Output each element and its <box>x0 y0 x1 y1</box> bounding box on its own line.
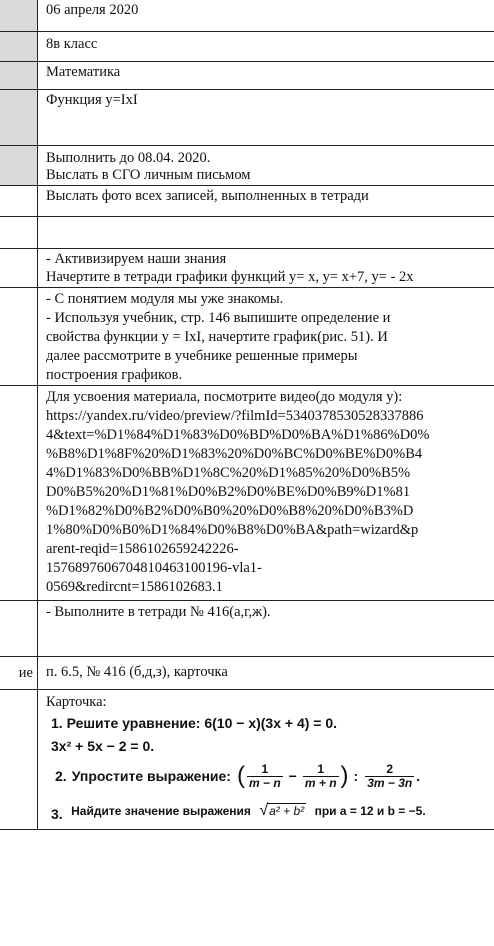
video-link[interactable]: 1%80%D0%B0%D1%84%D0%B8%D0%BA&path=wizard&p <box>46 522 419 538</box>
video-link[interactable]: 15768976067048104631001​96-vla1- <box>46 560 262 576</box>
cell-subject: Математика <box>46 64 121 80</box>
cell-deadline: Выполнить до 08.04. 2020. Выслать в СГО личным письмом <box>46 150 251 183</box>
left-cell <box>0 657 38 689</box>
row-topic <box>0 90 494 146</box>
row-exercise <box>0 601 494 657</box>
cell-send-photo: Выслать фото всех записей, выполненных в тетради <box>46 188 369 204</box>
right-paren: ) <box>340 762 349 789</box>
row-class <box>0 32 494 62</box>
left-cell <box>0 288 38 385</box>
fraction: $\frac{1}{m + n}$ <box>304 761 337 790</box>
cell-card-title: Карточка: <box>46 694 107 710</box>
left-cell <box>0 0 38 31</box>
sqrt-sign: √ <box>259 802 269 819</box>
row-deadline <box>0 146 494 186</box>
video-link[interactable]: D0%B5%20%D1%81%D0%B2%D0%BE%D0%B9%D1%81 <box>46 484 411 500</box>
cell-activate: - Активизируем наши знания Начертите в тетради графики функций y= x, y= x+7, y= - 2x <box>46 251 414 285</box>
left-cell <box>0 386 38 600</box>
row-activate <box>0 249 494 288</box>
fraction: $\frac{1}{m - n}$ <box>248 761 281 790</box>
video-link[interactable]: %B8%D1%8F%20%D1%83%20%D0%BC%D0%BE%D0%B4 <box>46 446 423 462</box>
left-cell <box>0 90 38 145</box>
row-send-photo <box>0 186 494 217</box>
video-link[interactable]: %D1%82%D0%B2%D0%B0%20%D0%B8%20%D0%B3%D <box>46 503 414 519</box>
row-card <box>0 690 494 830</box>
cell-topic: Функция y=IxI <box>46 92 138 108</box>
cell-module: - С понятием модуля мы уже знакомы. - Используя учебник, стр. 146 выпишите определение и свойства функции y = IxI, начертите график(рис. 51). И далее рассмотрите в учебнике решенные примеры построения графиков. <box>46 291 391 383</box>
left-cell <box>0 217 38 248</box>
fraction: $\frac{2}{3m - 3n}$ <box>367 761 413 790</box>
left-cell <box>0 62 38 89</box>
row-video <box>0 386 494 601</box>
left-cell <box>0 186 38 216</box>
left-cell <box>0 249 38 287</box>
row-subject <box>0 62 494 90</box>
left-cell <box>0 32 38 61</box>
card-item-3: 3. Найдите значение выражения √a² + b² при a = 12 и b = −5. <box>51 802 426 822</box>
row-date <box>0 0 494 32</box>
card-item-2: 2. Упростите выражение: ( $\frac{1}{m - n}$ − $\frac{1}{m + n}$ ) : $\frac{2}{3m - 3n}$ . <box>55 761 421 790</box>
video-link[interactable]: arent-reqid=1586102659242226- <box>46 541 239 557</box>
video-link[interactable]: 4%D1%83%D0%BB%D1%8C%20%D1%85%20%D0%B5% <box>46 465 411 481</box>
video-link[interactable]: 0569&redircnt=1586102683.1 <box>46 579 223 595</box>
left-paren: ( <box>236 762 245 789</box>
row-empty <box>0 217 494 249</box>
cell-exercise: - Выполните в тетради № 416(а,г,ж). <box>46 604 271 620</box>
card-item-1-line2: 3x² + 5x − 2 = 0. <box>51 738 155 754</box>
cell-date: 06 апреля 2020 <box>46 2 139 18</box>
cell-class: 8в класс <box>46 36 98 52</box>
video-link[interactable]: 4&text=%D1%84%D1%83%D0%BD%D0%BA%D1%86%D0% <box>46 427 430 443</box>
row-homework <box>0 657 494 690</box>
left-label: ие <box>18 665 33 681</box>
left-cell <box>0 690 38 829</box>
row-module <box>0 288 494 386</box>
left-cell <box>0 601 38 656</box>
card-item-1: 1. Решите уравнение: 6(10 − x)(3x + 4) = 0. <box>51 715 338 731</box>
left-cell <box>0 146 38 185</box>
cell-video: Для усвоения материала, посмотрите видео(до модуля y): https://yandex.ru/video/preview/?filmId=5340378530528337886 4&text=%D1%84%D1%83%D0%BD%D0%BA%D1%86%D0% %B8%D1%8F%20%D1%83%20%D0%BC%D0%BE%D0%B4 4%D1%83%D0%BB%D1%8C%20%D1%85%20%D0%B5% D0%B5%20%D1%81%D0%B2%D0%BE%D0%B9%D1%81 %D1%82%D0%B2%D0%B0%20%D0%B8%20%D0%B3%D 1%80%D0%B0%D1%84%D0%B8%D0%BA&path=wizard&p arent-reqid=1586102659242226- 15768976067048104631001​96-vla1- 0569&redircnt=1586102683.1 <box>46 388 494 597</box>
video-link[interactable]: https://yandex.ru/video/preview/?filmId=5340378530528337886 <box>46 408 424 424</box>
cell-homework: п. 6.5, № 416 (б,д,з), карточка <box>46 664 228 680</box>
